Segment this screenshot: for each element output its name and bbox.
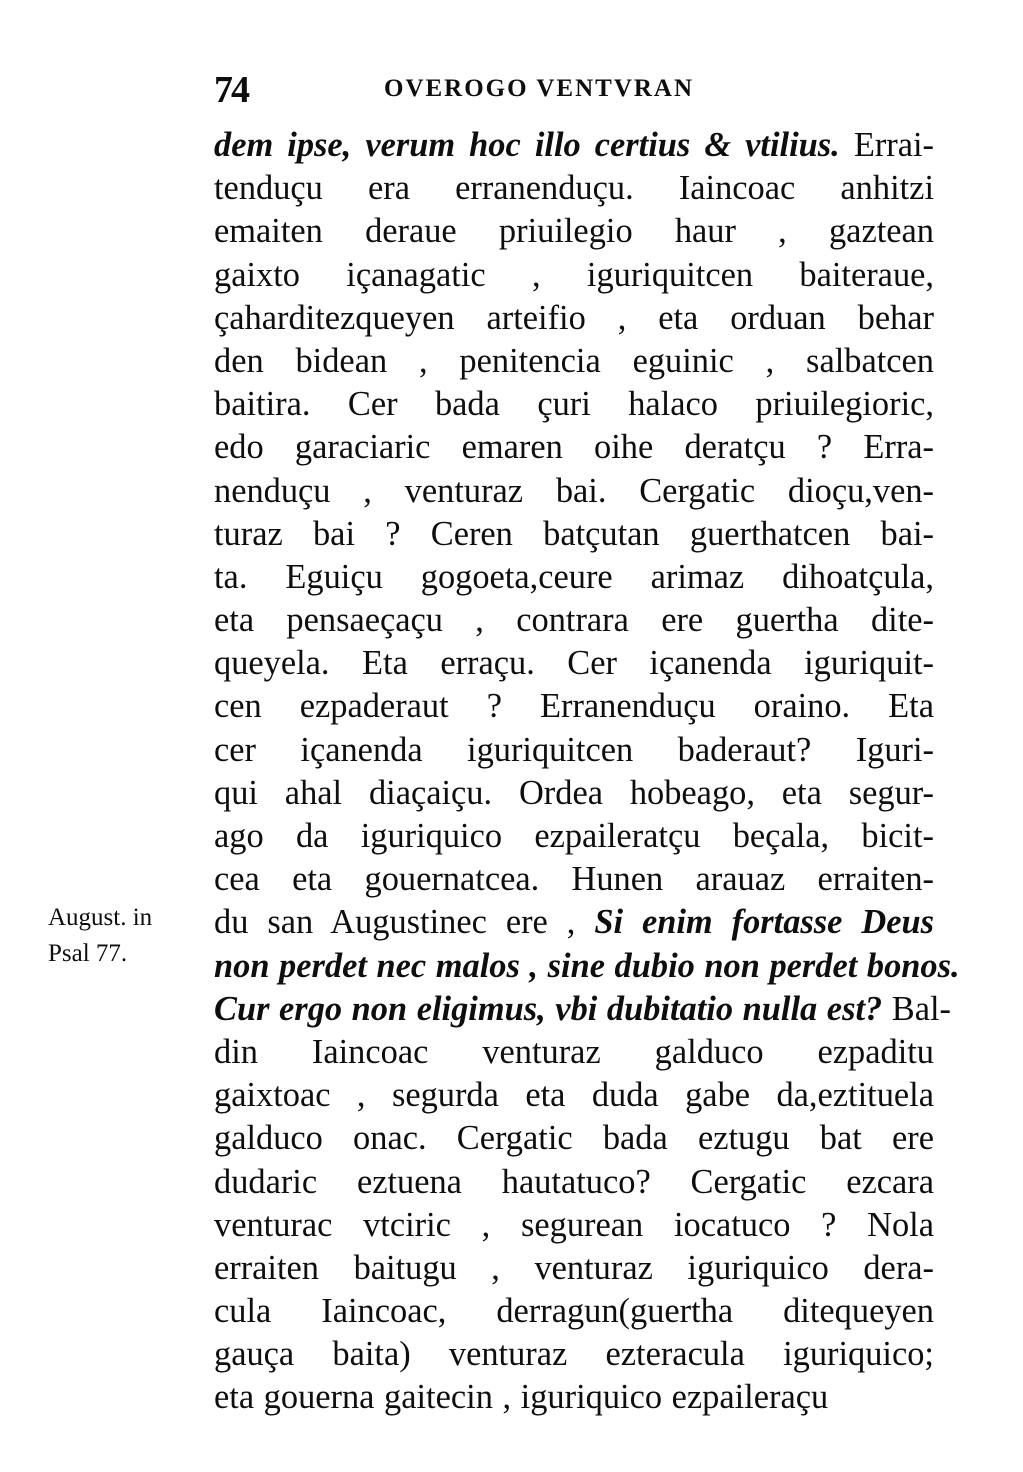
text-line xyxy=(214,254,934,297)
basque-text: dudaric eztuena hautatuco? Cergatic ezcara xyxy=(214,1162,934,1201)
text-line xyxy=(214,297,934,340)
page-header xyxy=(214,68,914,112)
text-line xyxy=(214,1290,934,1333)
text-line xyxy=(214,167,934,210)
basque-text: ago da iguriquico ezpaileratçu beçala, bicit- xyxy=(214,817,934,855)
text-line xyxy=(214,685,934,728)
text-line xyxy=(214,988,952,1031)
basque-text: emaiten deraue priuilegio haur , gaztean xyxy=(214,212,934,251)
latin-quote-text: Cur ergo non eligimus, vbi dubitatio nulla est? xyxy=(214,989,883,1028)
body-text xyxy=(214,124,960,1420)
text-line xyxy=(214,945,960,988)
basque-text: eta gouerna gaitecin , iguriquico ezpaileraçu xyxy=(214,1378,829,1417)
basque-text: den bidean , penitencia eguinic , salbatcen xyxy=(214,341,934,380)
basque-text: eta pensaeçaçu , contrara ere guertha dite- xyxy=(214,601,934,640)
text-line xyxy=(214,426,934,469)
text-line xyxy=(214,729,934,772)
basque-text: çaharditezqueyen arteifio , eta orduan behar xyxy=(214,298,934,337)
basque-text: ta. Eguiçu gogoeta,ceure arimaz dihoatçula, xyxy=(214,557,934,596)
basque-text: cea eta gouernatcea. Hunen arauaz erraiten- xyxy=(214,860,934,899)
text-line xyxy=(214,772,934,815)
margin-citation-line: Psal 77. xyxy=(48,940,128,967)
basque-text: gauça baita) venturaz ezteracula iguriquico; xyxy=(214,1335,934,1374)
basque-text: gaixto içanagatic , iguriquitcen baiteraue, xyxy=(214,255,934,294)
latin-quote-text: dem ipse, verum hoc illo certius & vtilius. xyxy=(214,126,840,164)
basque-text: gaixtoac , segurda eta duda gabe da,eztituela xyxy=(214,1076,934,1115)
page-number: 74 xyxy=(214,69,248,111)
text-line xyxy=(214,642,934,685)
margin-citation-line: August. in xyxy=(48,904,153,931)
margin-citation xyxy=(48,900,208,972)
text-line xyxy=(214,901,934,944)
basque-text: du san Augustinec ere , xyxy=(214,903,595,942)
basque-text: Errai- xyxy=(839,126,934,164)
text-line xyxy=(214,210,934,253)
basque-text: cula Iaincoac, derragun(guertha ditequeyen xyxy=(214,1292,934,1331)
text-line xyxy=(214,1376,934,1419)
text-line xyxy=(214,599,934,642)
text-line xyxy=(214,815,934,858)
text-line xyxy=(214,556,934,599)
basque-text: queyela. Eta erraçu. Cer içanenda iguriquit- xyxy=(214,644,934,683)
basque-text: galduco onac. Cergatic bada eztugu bat ere xyxy=(214,1119,934,1158)
basque-text: cen ezpaderaut ? Erranenduçu oraino. Eta xyxy=(214,687,934,726)
text-line xyxy=(214,1204,934,1247)
text-line xyxy=(214,1031,934,1074)
basque-text: baitira. Cer bada çuri halaco priuilegioric, xyxy=(214,385,934,424)
basque-text: qui ahal diaçaiçu. Ordea hobeago, eta segur- xyxy=(214,773,934,812)
text-line xyxy=(214,470,934,513)
text-line xyxy=(214,1074,934,1117)
basque-text: erraiten baitugu , venturaz iguriquico dera- xyxy=(214,1248,934,1287)
latin-quote-text: non perdet nec malos , sine dubio non perdet bonos. xyxy=(214,946,960,985)
running-title: OVEROGO VENTVRAN xyxy=(384,75,695,102)
basque-text: cer içanenda iguriquitcen baderaut? Iguri- xyxy=(214,730,934,769)
text-line xyxy=(214,858,934,901)
basque-text: nenduçu , venturaz bai. Cergatic dioçu,ven- xyxy=(214,471,934,510)
basque-text: Bal- xyxy=(882,989,952,1028)
basque-text: tenduçu era erranenduçu. Iaincoac anhitzi xyxy=(214,169,934,208)
text-line xyxy=(214,1333,934,1376)
latin-quote-text: Si enim fortasse Deus xyxy=(594,903,934,942)
basque-text: venturac vtciric , segurean iocatuco ? Nola xyxy=(214,1205,934,1244)
basque-text: edo garaciaric emaren oihe deratçu ? Erra- xyxy=(214,428,934,467)
text-line xyxy=(214,1161,934,1204)
basque-text: turaz bai ? Ceren batçutan guerthatcen bai- xyxy=(214,514,934,553)
basque-text: din Iaincoac venturaz galduco ezpaditu xyxy=(214,1032,934,1071)
text-line xyxy=(214,1247,934,1290)
text-line xyxy=(214,1117,934,1160)
text-line xyxy=(214,513,934,556)
text-line xyxy=(214,383,934,426)
text-line xyxy=(214,340,934,383)
text-line xyxy=(214,124,934,167)
